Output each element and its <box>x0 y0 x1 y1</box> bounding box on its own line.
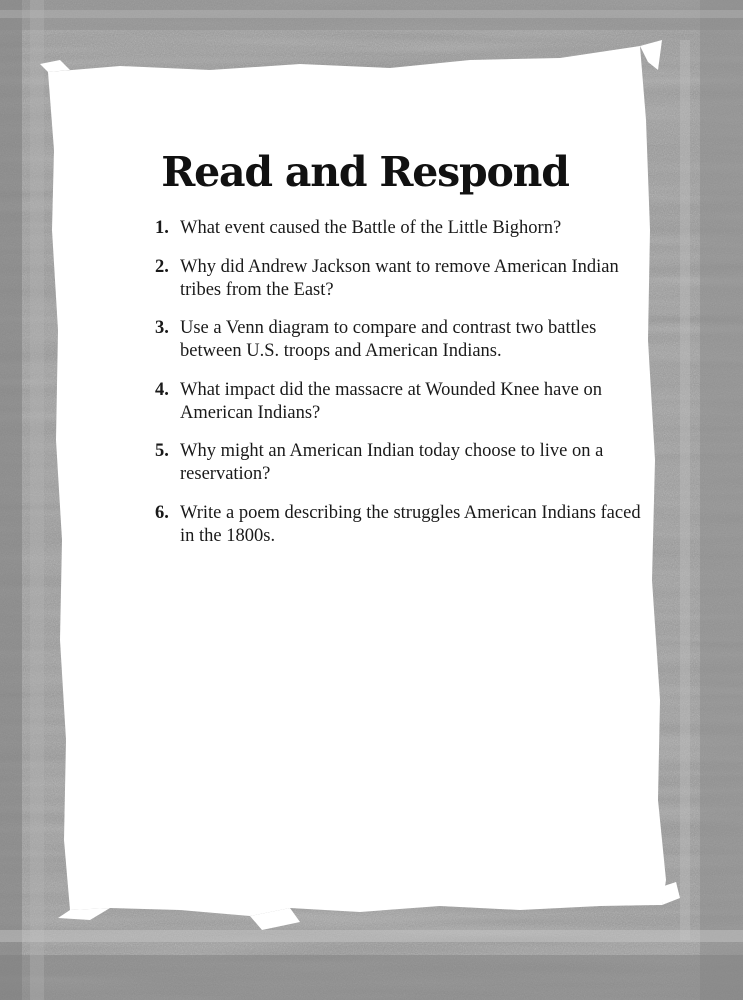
question-text: What event caused the Battle of the Little Bighorn? <box>180 218 562 239</box>
question-number: 5. <box>155 441 169 462</box>
question-text: Why did Andrew Jackson want to remove American Indian tribes from the East? <box>180 256 619 300</box>
question-number: 2. <box>155 256 169 277</box>
question-list <box>80 217 650 548</box>
page-title: Read and Respond <box>161 148 569 196</box>
question-item <box>155 256 650 302</box>
question-item <box>155 317 650 363</box>
content-area <box>80 150 650 563</box>
question-item <box>155 440 650 486</box>
question-text: Write a poem describing the struggles American Indians faced in the 1800s. <box>180 502 641 546</box>
question-text: Why might an American Indian today choose to live on a reservation? <box>180 441 604 485</box>
question-item <box>155 379 650 425</box>
question-item <box>155 217 650 240</box>
question-number: 4. <box>155 379 169 400</box>
question-text: What impact did the massacre at Wounded Knee have on American Indians? <box>180 379 602 423</box>
question-number: 6. <box>155 502 169 523</box>
question-number: 1. <box>155 218 169 239</box>
question-item <box>155 502 650 548</box>
question-number: 3. <box>155 318 169 339</box>
question-text: Use a Venn diagram to compare and contrast two battles between U.S. troops and American Indians. <box>180 318 597 362</box>
